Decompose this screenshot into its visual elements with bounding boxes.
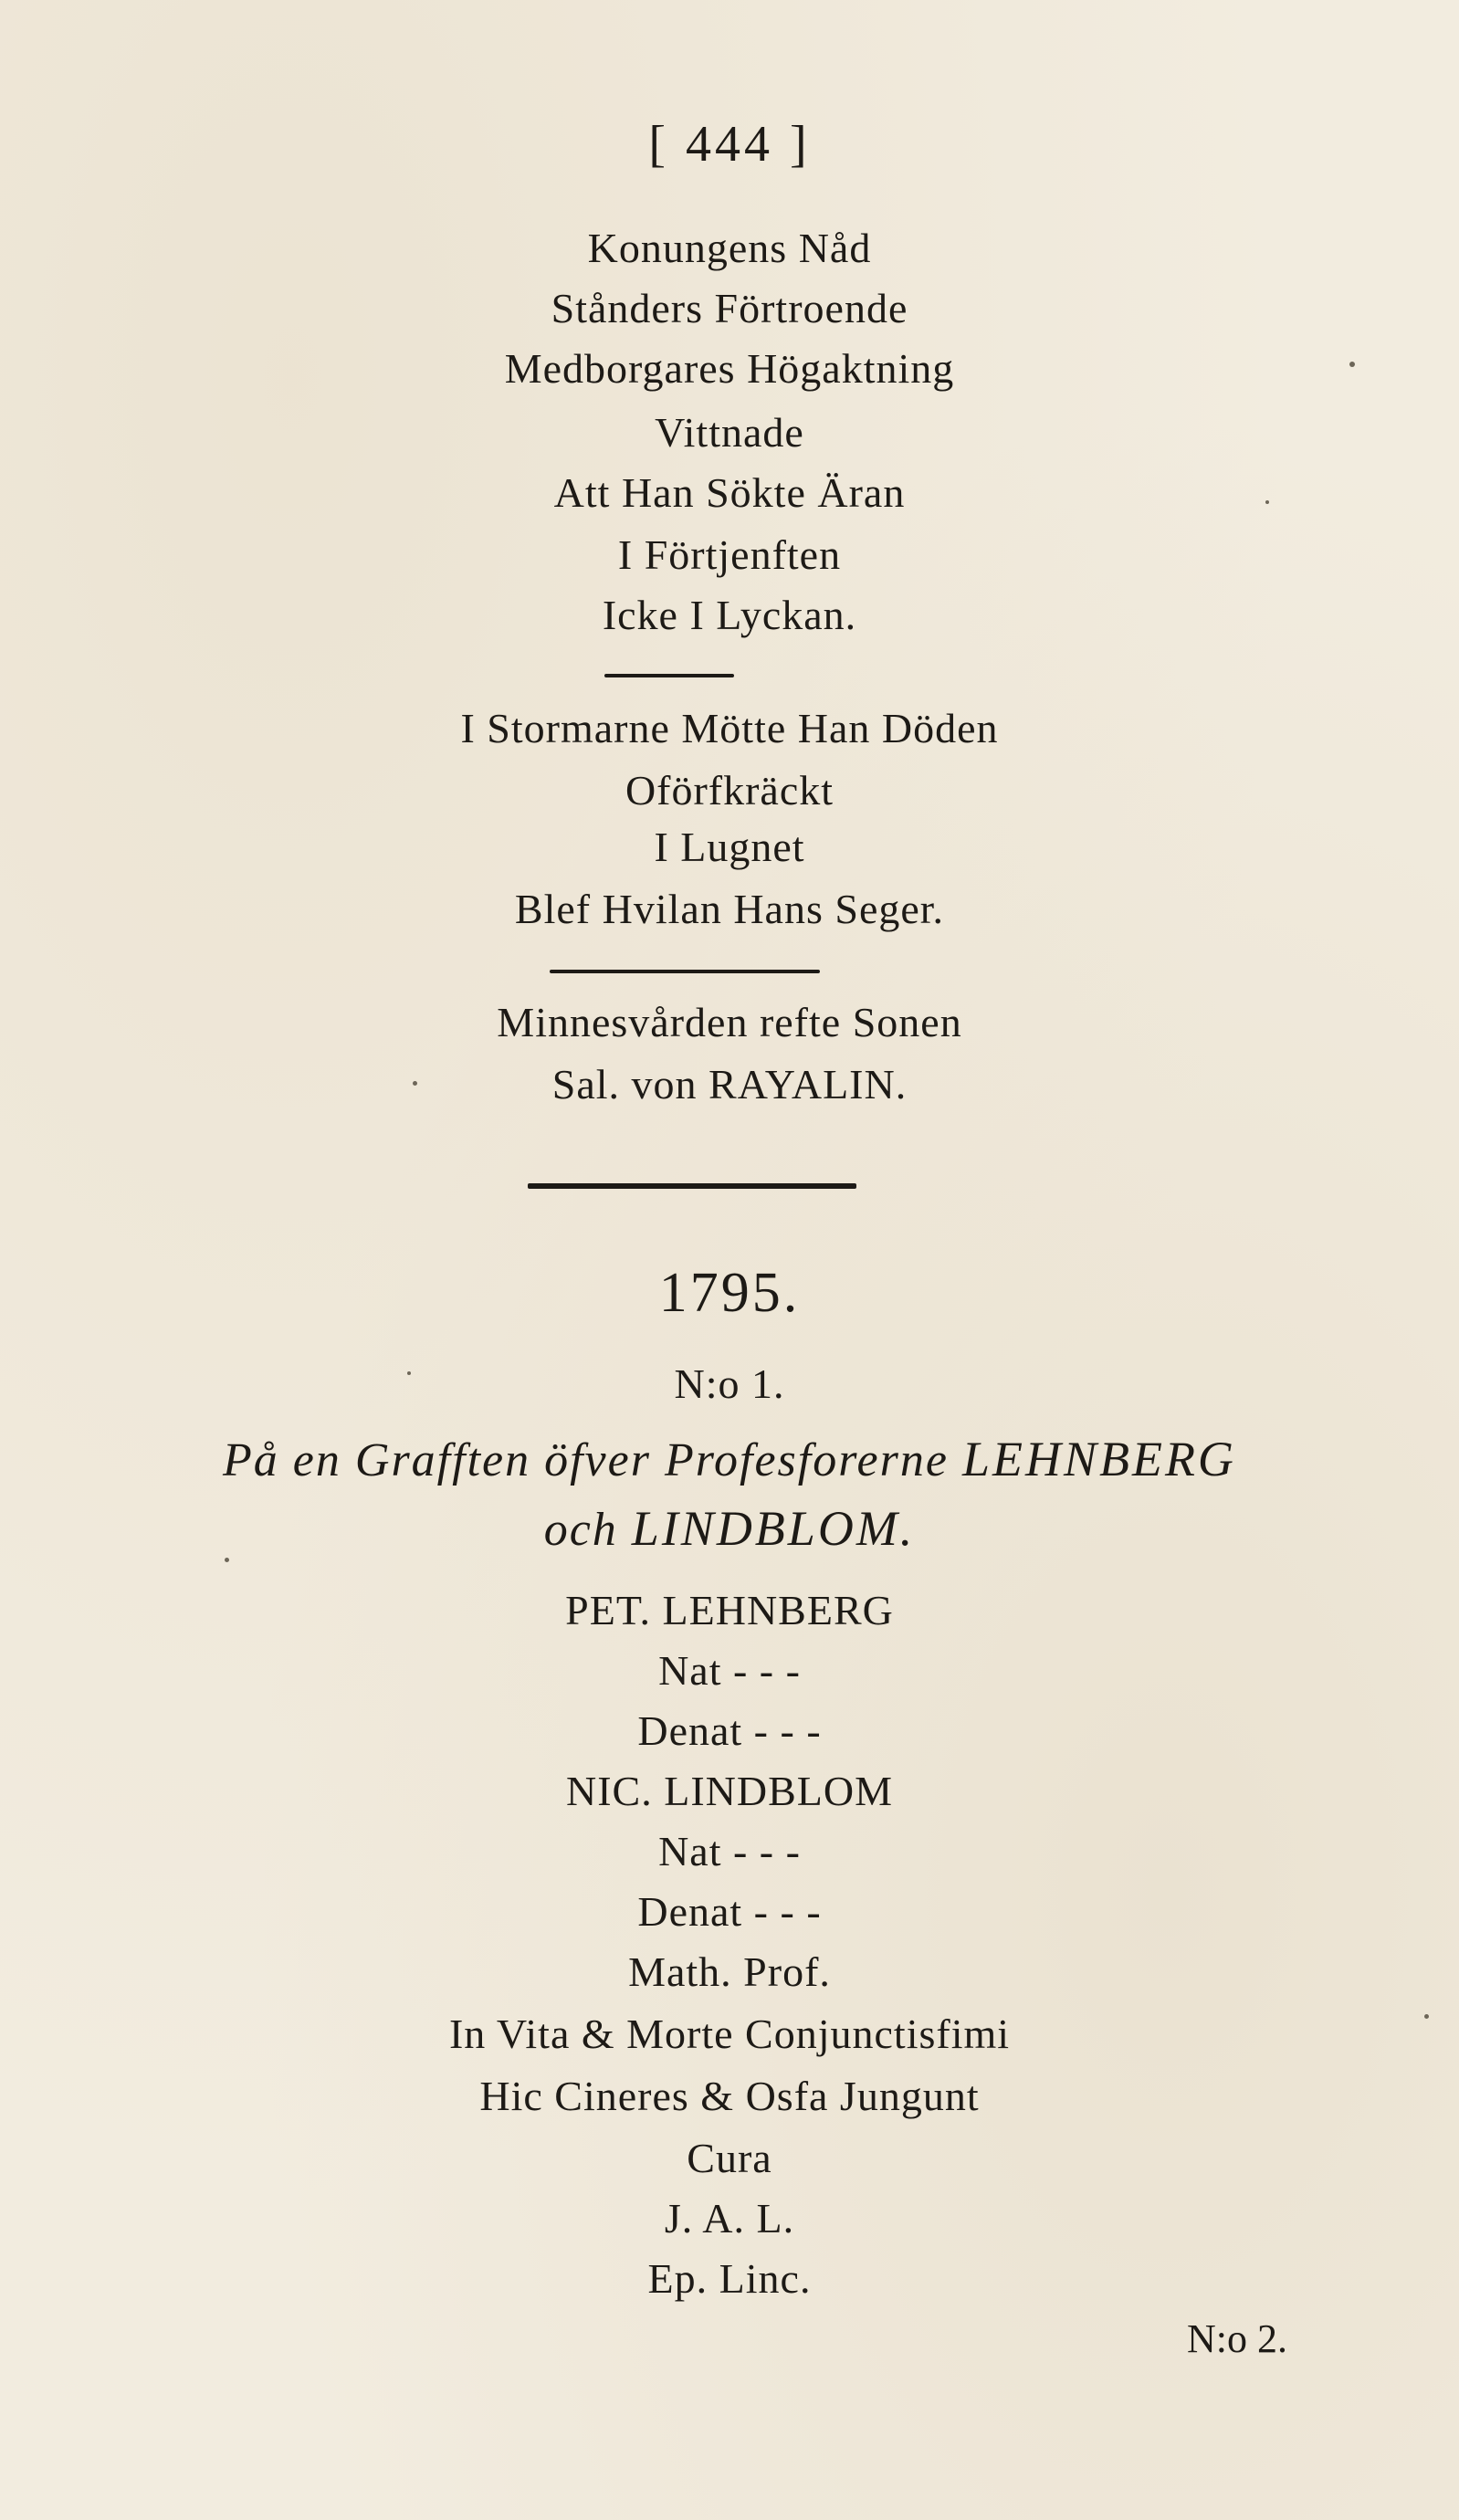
epitaph1-line-4: Vittnade <box>655 409 804 456</box>
heading-line-1-caps: LEHNBERG <box>961 1432 1236 1486</box>
paper-speck <box>1265 500 1269 504</box>
epitaph3-line-8: In Vita & Morte Conjunctisfimi <box>448 2011 1011 2057</box>
epitaph3-line-12: Ep. Linc. <box>647 2255 812 2302</box>
epitaph1-line-6: I Förtjenften <box>617 531 842 578</box>
catchword: N:o 2. <box>1187 2316 1287 2361</box>
section-number: N:o 1. <box>674 1360 785 1407</box>
epitaph3-line-9: Hic Cineres & Osfa Jungunt <box>479 2073 980 2119</box>
epitaph3-line-5: Nat - - - <box>658 1828 801 1874</box>
dedication-line-1: Minnesvården refte Sonen <box>497 999 962 1045</box>
epitaph3-line-3: Denat - - - <box>637 1707 822 1754</box>
heading-line-1-text: På en Grafften öfver Profesforerne <box>223 1434 949 1486</box>
divider-rule-3 <box>528 1183 856 1189</box>
epitaph1-line-5: Att Han Sökte Äran <box>553 469 906 516</box>
paper-speck <box>413 1081 417 1086</box>
epitaph3-line-2: Nat - - - <box>658 1647 801 1694</box>
heading-line-2-caps: LINDBLOM. <box>631 1501 916 1556</box>
epitaph2-line-1: I Stormarne Mötte Han Döden <box>460 705 999 751</box>
heading-line-2 <box>0 1501 1459 1558</box>
epitaph3-line-10: Cura <box>687 2135 772 2181</box>
paper-speck <box>1424 2014 1429 2019</box>
epitaph3-line-6: Denat - - - <box>637 1888 822 1935</box>
page-number: [ 444 ] <box>648 116 811 173</box>
epitaph1-line-3: Medborgares Högaktning <box>504 345 955 392</box>
epitaph2-line-4: Blef Hvilan Hans Seger. <box>514 886 945 932</box>
epitaph1-line-7: Icke I Lyckan. <box>602 592 857 638</box>
heading-line-2-text: och <box>543 1504 618 1556</box>
epitaph2-line-3: I Lugnet <box>654 824 805 870</box>
paper-speck <box>1349 362 1355 367</box>
epitaph3-line-4: NIC. LINDBLOM <box>566 1768 893 1814</box>
epitaph3-line-11: J. A. L. <box>664 2195 795 2242</box>
epitaph1-line-2: Stånders Förtroende <box>551 285 908 331</box>
dedication-line-2: Sal. von RAYALIN. <box>551 1061 908 1108</box>
epitaph3-line-1: PET. LEHNBERG <box>565 1587 894 1633</box>
heading-line-1 <box>0 1432 1459 1488</box>
epitaph3-line-7: Math. Prof. <box>628 1948 831 1995</box>
divider-rule-2 <box>550 970 820 973</box>
year: 1795. <box>658 1262 801 1324</box>
epitaph1-line-1: Konungens Nåd <box>587 225 872 271</box>
paper-speck <box>407 1371 411 1375</box>
divider-rule-1 <box>604 674 734 677</box>
paper-speck <box>225 1558 229 1562</box>
epitaph2-line-2: Oförfkräckt <box>625 767 834 814</box>
